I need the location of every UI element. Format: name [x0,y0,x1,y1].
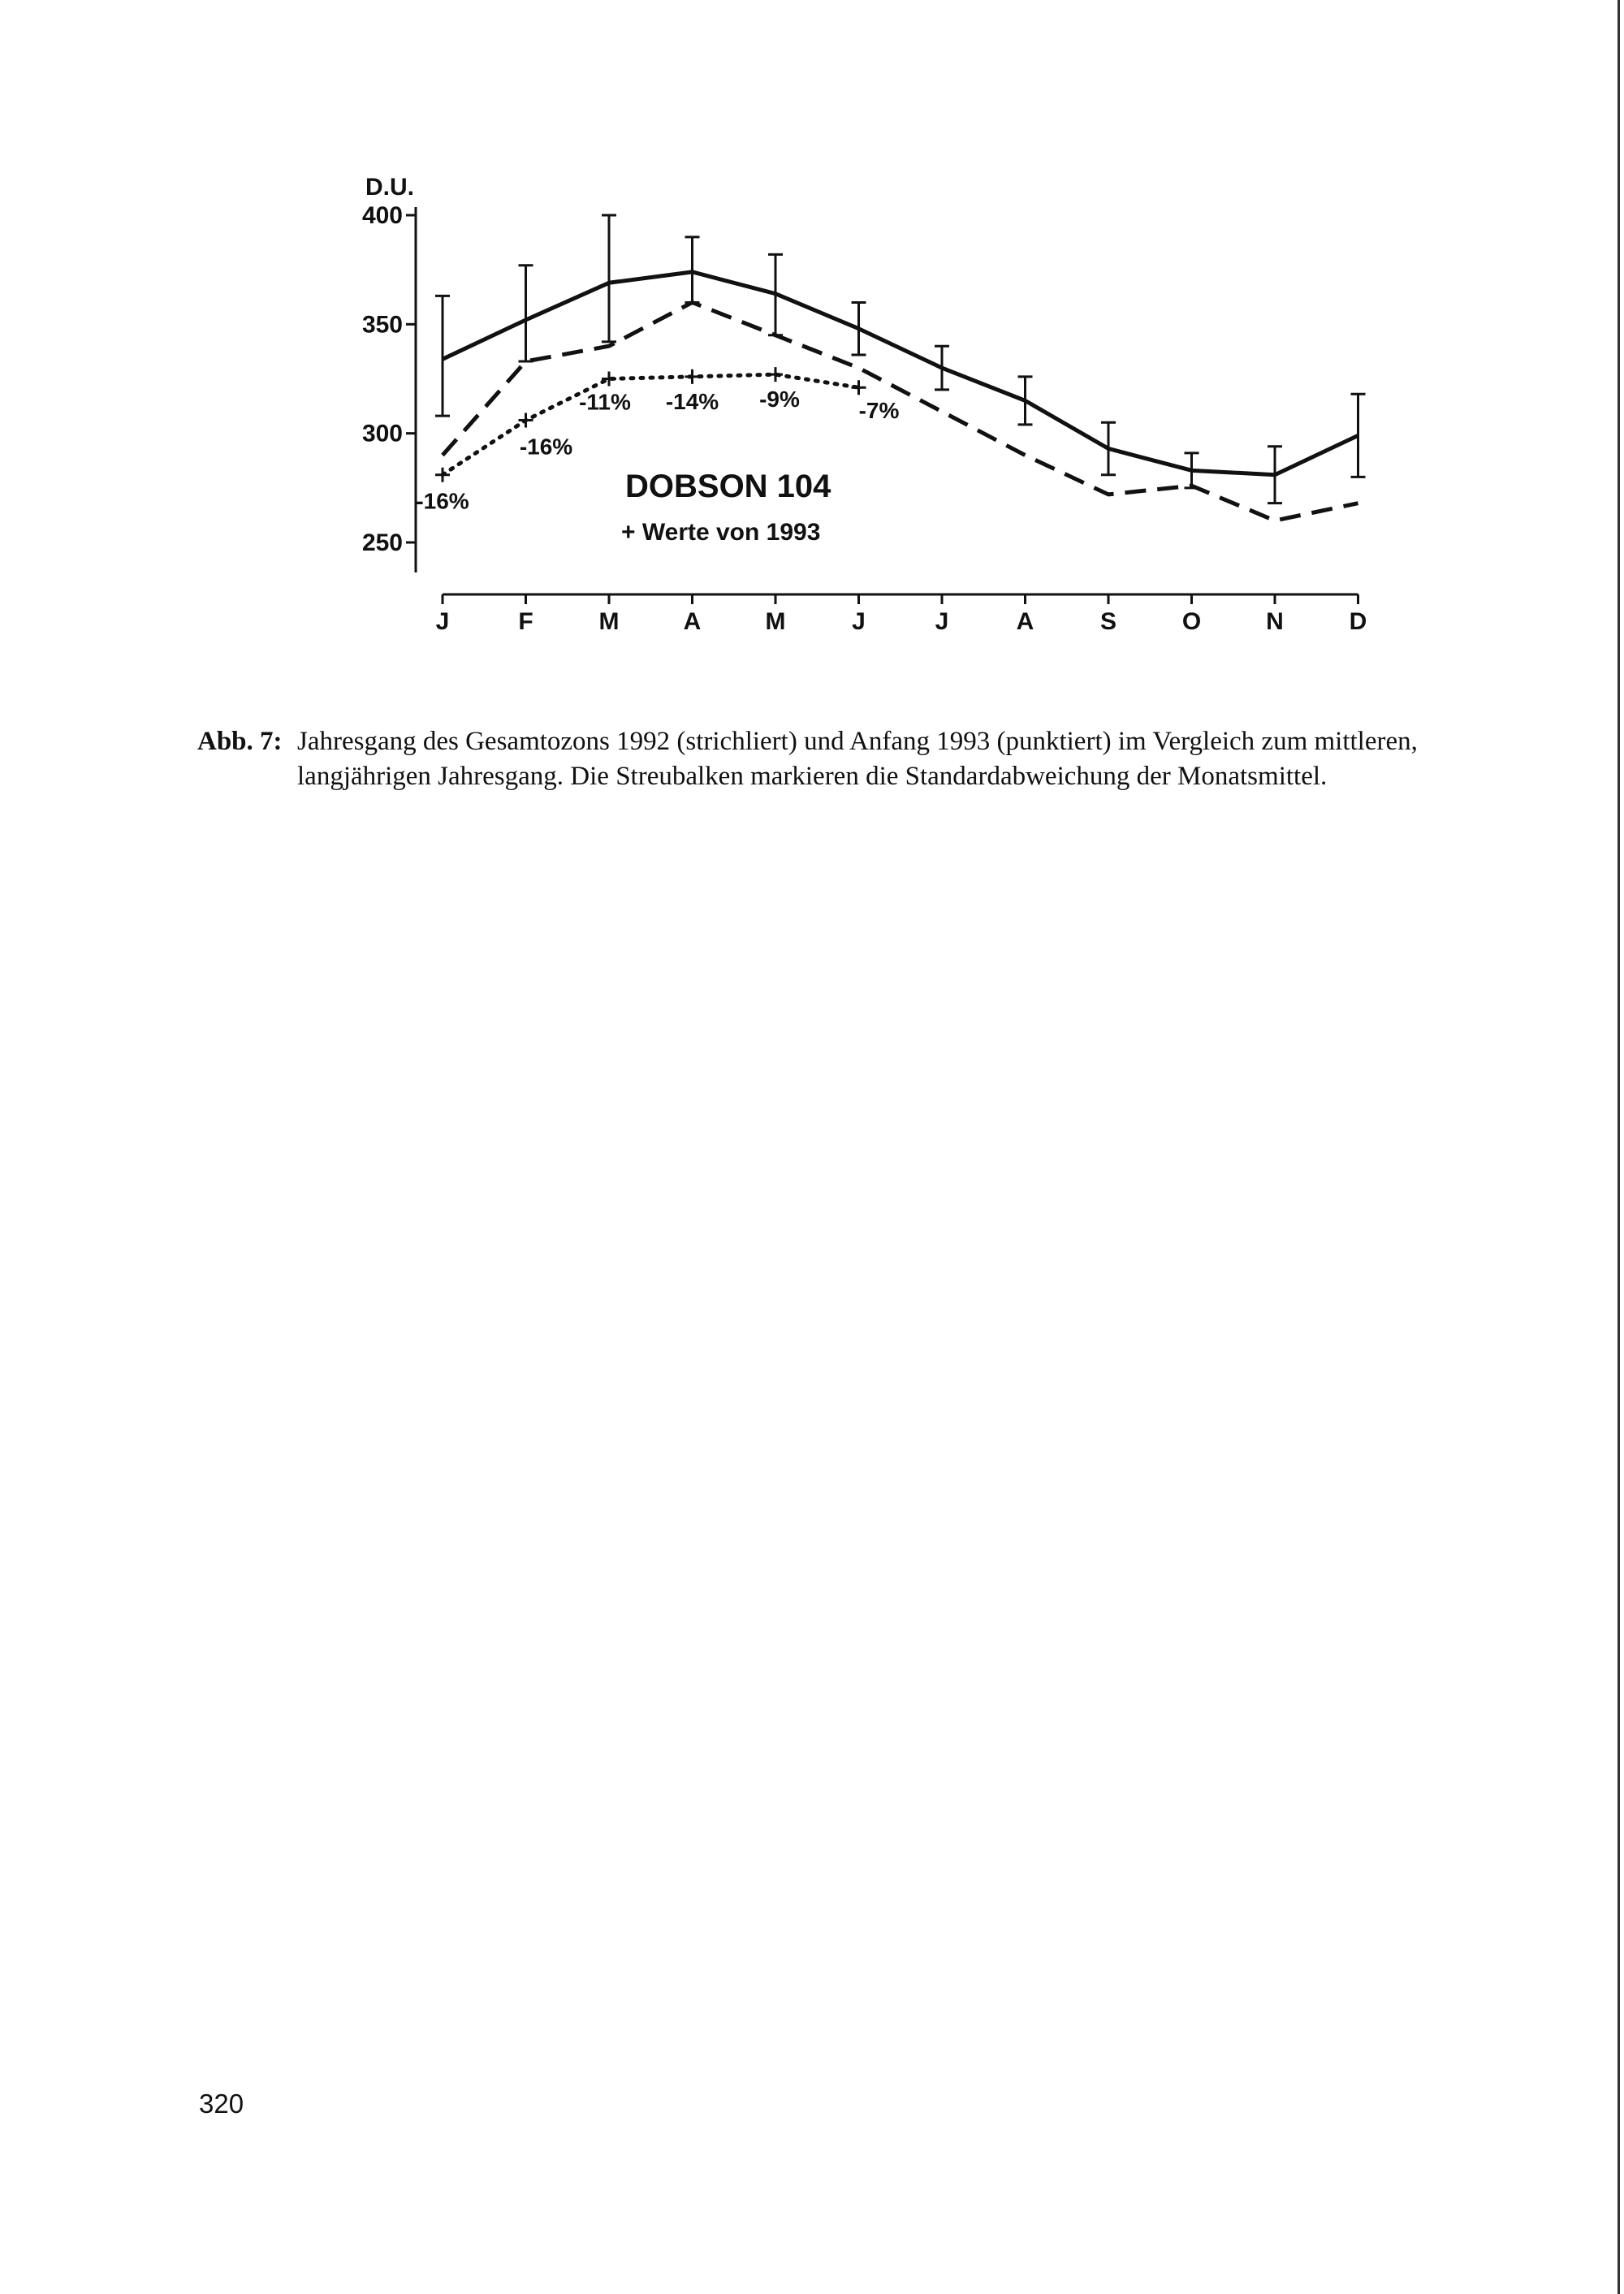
page-edge-rule [1618,0,1620,2294]
percent-annotation: -14% [665,388,719,414]
x-tick-label: A [683,608,702,635]
legend-text: + Werte von 1993 [621,519,821,546]
percent-annotation: -16% [416,488,469,514]
x-tick-label: M [598,608,620,635]
x-tick-label: O [1181,608,1202,635]
series-line-solid [443,272,1358,475]
percent-annotation: -11% [579,389,631,415]
chart-labels [416,387,899,546]
x-tick-label: M [765,608,786,635]
y-tick-label: 250 [361,529,403,556]
chart-title: DOBSON 104 [625,469,831,504]
x-tick-label: F [518,608,533,635]
percent-annotation: -16% [519,434,573,460]
x-tick-label: J [852,608,866,635]
x-tick-label: J [935,608,949,635]
x-tick-label: D [1349,608,1367,635]
caption-label: Abb. 7: [197,727,283,756]
y-tick-label: 300 [361,420,403,447]
page-number: 320 [199,2089,244,2119]
x-tick-label: J [435,608,450,635]
ozone-chart [0,0,1624,674]
percent-annotation: -9% [759,387,800,413]
x-tick-label: S [1099,608,1117,635]
caption-text: Jahresgang des Gesamtozons 1992 (strichliert) und Anfang 1993 (punktiert) im Vergleich zum mittleren, langjährigen Jahresgang. Die Streubalken markieren die Standardabweichung der Monatsmittel. [297,727,1418,791]
y-unit-label: D.U. [365,174,414,201]
y-tick-label: 350 [361,311,403,339]
series-markers [435,367,866,482]
y-tick-label: 400 [361,202,403,229]
x-tick-label: N [1266,608,1284,635]
percent-annotation: -7% [858,398,900,424]
error-bars [435,215,1366,503]
x-tick-label: A [1016,608,1034,635]
